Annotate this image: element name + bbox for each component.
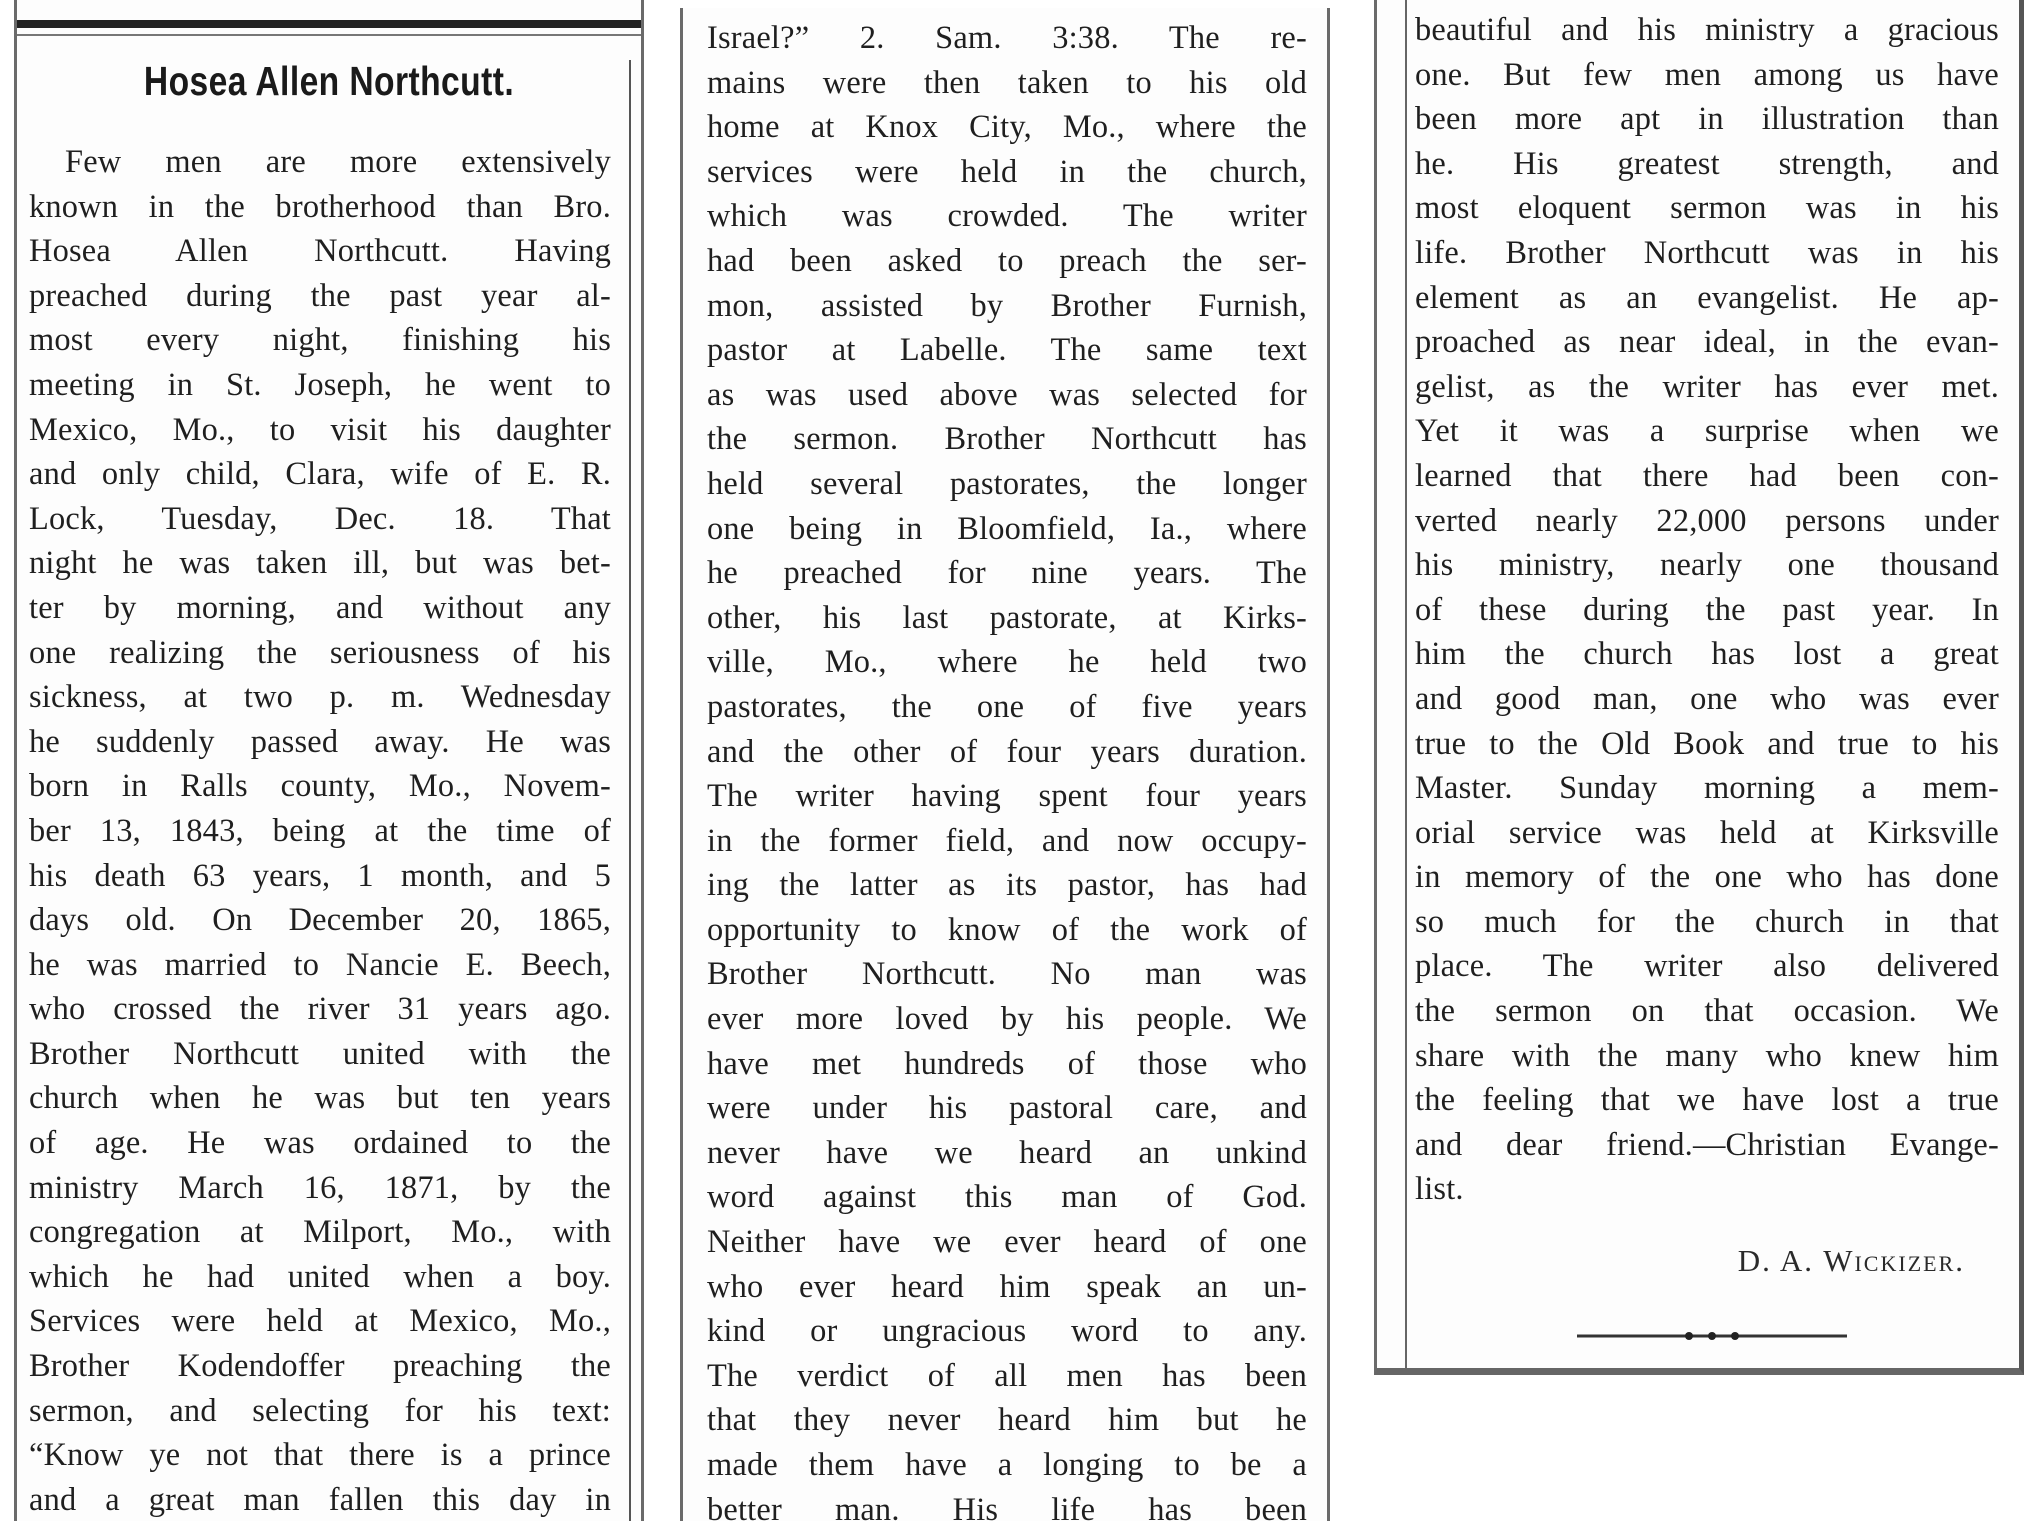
text-line: congregation at Milport, Mo., with bbox=[29, 1214, 611, 1251]
text-line: as was used above was selected for bbox=[707, 376, 1307, 413]
text-line: element as an evangelist. He ap- bbox=[1415, 279, 1999, 316]
text-line: have met hundreds of those who bbox=[707, 1045, 1307, 1082]
text-line: orial service was held at Kirksville bbox=[1415, 814, 1999, 851]
text-line: ministry March 16, 1871, by the bbox=[29, 1169, 611, 1206]
text-line: never have we heard an unkind bbox=[707, 1134, 1307, 1171]
text-line: he was married to Nancie E. Beech, bbox=[29, 946, 611, 983]
text-line: other, his last pastorate, at Kirks- bbox=[707, 599, 1307, 636]
author-signature: D. A. Wickizer. bbox=[1737, 1243, 1965, 1278]
text-line: The writer having spent four years bbox=[707, 778, 1307, 815]
text-line: and good man, one who was ever bbox=[1415, 680, 1999, 717]
text-line: who crossed the river 31 years ago. bbox=[29, 991, 611, 1028]
text-line: Brother Northcutt united with the bbox=[29, 1035, 611, 1072]
text-line: Mexico, Mo., to visit his daughter bbox=[29, 411, 611, 448]
text-line: who ever heard him speak an un- bbox=[707, 1268, 1307, 1305]
text-line: “Know ye not that there is a prince bbox=[29, 1437, 611, 1474]
text-line: Master. Sunday morning a mem- bbox=[1415, 770, 1999, 807]
text-line: were under his pastoral care, and bbox=[707, 1090, 1307, 1127]
text-line: share with the many who knew him bbox=[1415, 1037, 1999, 1074]
text-line: sickness, at two p. m. Wednesday bbox=[29, 679, 611, 716]
text-line: his ministry, nearly one thousand bbox=[1415, 547, 1999, 584]
text-line: gelist, as the writer has ever met. bbox=[1415, 368, 1999, 405]
text-line: the sermon. Brother Northcutt has bbox=[707, 421, 1307, 458]
text-line: his death 63 years, 1 month, and 5 bbox=[29, 857, 611, 894]
text-line: that they never heard him but he bbox=[707, 1402, 1307, 1439]
column-2 bbox=[680, 8, 1330, 1528]
article-title: Hosea Allen Northcutt. bbox=[143, 58, 515, 104]
text-line: kind or ungracious word to any. bbox=[707, 1313, 1307, 1350]
text-line: in the former field, and now occupy- bbox=[707, 822, 1307, 859]
text-line: Israel?” 2. Sam. 3:38. The re- bbox=[707, 20, 1307, 56]
text-line: known in the brotherhood than Bro. bbox=[29, 188, 611, 225]
text-line: Yet it was a surprise when we bbox=[1415, 413, 1999, 450]
text-line: he. His greatest strength, and bbox=[1415, 145, 1999, 182]
text-line: pastorates, the one of five years bbox=[707, 688, 1307, 725]
text-line: and the other of four years duration. bbox=[707, 733, 1307, 770]
text-line: place. The writer also delivered bbox=[1415, 948, 1999, 985]
text-line: true to the Old Book and true to his bbox=[1415, 725, 1999, 762]
column-rule bbox=[1405, 0, 1407, 1368]
text-line: of age. He was ordained to the bbox=[29, 1125, 611, 1162]
text-line: ter by morning, and without any bbox=[29, 589, 611, 626]
text-line: had been asked to preach the ser- bbox=[707, 242, 1307, 279]
text-line: ber 13, 1843, being at the time of bbox=[29, 812, 611, 849]
text-line: so much for the church in that bbox=[1415, 903, 1999, 940]
text-line: Brother Northcutt. No man was bbox=[707, 956, 1307, 993]
text-line: Brother Kodendoffer preaching the bbox=[29, 1348, 611, 1385]
text-line: most eloquent sermon was in his bbox=[1415, 190, 1999, 227]
text-line: ing the latter as its pastor, has had bbox=[707, 867, 1307, 904]
column-3 bbox=[1374, 0, 2024, 1375]
text-line: in memory of the one who has done bbox=[1415, 859, 1999, 896]
text-line: and only child, Clara, wife of E. R. bbox=[29, 456, 611, 493]
text-line: the feeling that we have lost a true bbox=[1415, 1082, 1999, 1119]
text-line: pastor at Labelle. The same text bbox=[707, 332, 1307, 369]
text-line: Few men are more extensively bbox=[65, 144, 611, 180]
column-1 bbox=[14, 0, 644, 1521]
text-line: held several pastorates, the longer bbox=[707, 465, 1307, 502]
text-line: born in Ralls county, Mo., Novem- bbox=[29, 768, 611, 805]
text-line: verted nearly 22,000 persons under bbox=[1415, 502, 1999, 539]
text-line: Lock, Tuesday, Dec. 18. That bbox=[29, 500, 611, 537]
text-line: which he had united when a boy. bbox=[29, 1258, 611, 1295]
text-line: learned that there had been con- bbox=[1415, 457, 1999, 494]
text-line: The verdict of all men has been bbox=[707, 1357, 1307, 1394]
text-line: he suddenly passed away. He was bbox=[29, 723, 611, 760]
text-line: opportunity to know of the work of bbox=[707, 911, 1307, 948]
text-line: Services were held at Mexico, Mo., bbox=[29, 1303, 611, 1340]
text-line: been more apt in illustration than bbox=[1415, 101, 1999, 138]
text-line: mon, assisted by Brother Furnish, bbox=[707, 287, 1307, 324]
text-line: church when he was but ten years bbox=[29, 1080, 611, 1117]
column-3-text bbox=[1415, 8, 1999, 1212]
text-line: one realizing the seriousness of his bbox=[29, 634, 611, 671]
text-line: ever more loved by his people. We bbox=[707, 1001, 1307, 1038]
column-1-text bbox=[29, 140, 611, 1522]
text-line: days old. On December 20, 1865, bbox=[29, 902, 611, 939]
text-line: him the church has lost a great bbox=[1415, 636, 1999, 673]
text-line: one being in Bloomfield, Ia., where bbox=[707, 510, 1307, 547]
text-line: he preached for nine years. The bbox=[707, 555, 1307, 592]
text-line: better man. His life has been bbox=[707, 1491, 1307, 1528]
text-line: the sermon on that occasion. We bbox=[1415, 993, 1999, 1030]
text-line: and dear friend.—Christian Evange- bbox=[1415, 1126, 1999, 1163]
masthead-thin-rule bbox=[17, 34, 641, 36]
text-line: list. bbox=[1415, 1171, 1464, 1208]
text-line: of these during the past year. In bbox=[1415, 591, 1999, 628]
text-line: preached during the past year al- bbox=[29, 277, 611, 314]
end-ornament-icon bbox=[1577, 1331, 1847, 1341]
text-line: services were held in the church, bbox=[707, 153, 1307, 190]
text-line: most every night, finishing his bbox=[29, 322, 611, 359]
column-2-text bbox=[707, 16, 1307, 1532]
text-line: made them have a longing to be a bbox=[707, 1447, 1307, 1483]
column-rule bbox=[629, 60, 631, 1521]
text-line: ville, Mo., where he held two bbox=[707, 644, 1307, 681]
text-line: word against this man of God. bbox=[707, 1179, 1307, 1216]
text-line: and a great man fallen this day in bbox=[29, 1481, 611, 1518]
text-line: night he was taken ill, but was bet- bbox=[29, 545, 611, 582]
text-line: one. But few men among us have bbox=[1415, 56, 1999, 93]
text-line: which was crowded. The writer bbox=[707, 198, 1307, 235]
text-line: meeting in St. Joseph, he went to bbox=[29, 366, 611, 403]
text-line: Neither have we ever heard of one bbox=[707, 1224, 1307, 1261]
text-line: life. Brother Northcutt was in his bbox=[1415, 234, 1999, 271]
text-line: beautiful and his ministry a gracious bbox=[1415, 12, 1999, 48]
text-line: home at Knox City, Mo., where the bbox=[707, 109, 1307, 146]
text-line: Hosea Allen Northcutt. Having bbox=[29, 233, 611, 270]
text-line: sermon, and selecting for his text: bbox=[29, 1392, 611, 1429]
text-line: mains were then taken to his old bbox=[707, 64, 1307, 101]
masthead-rule bbox=[17, 20, 641, 28]
text-line: proached as near ideal, in the evan- bbox=[1415, 324, 1999, 361]
